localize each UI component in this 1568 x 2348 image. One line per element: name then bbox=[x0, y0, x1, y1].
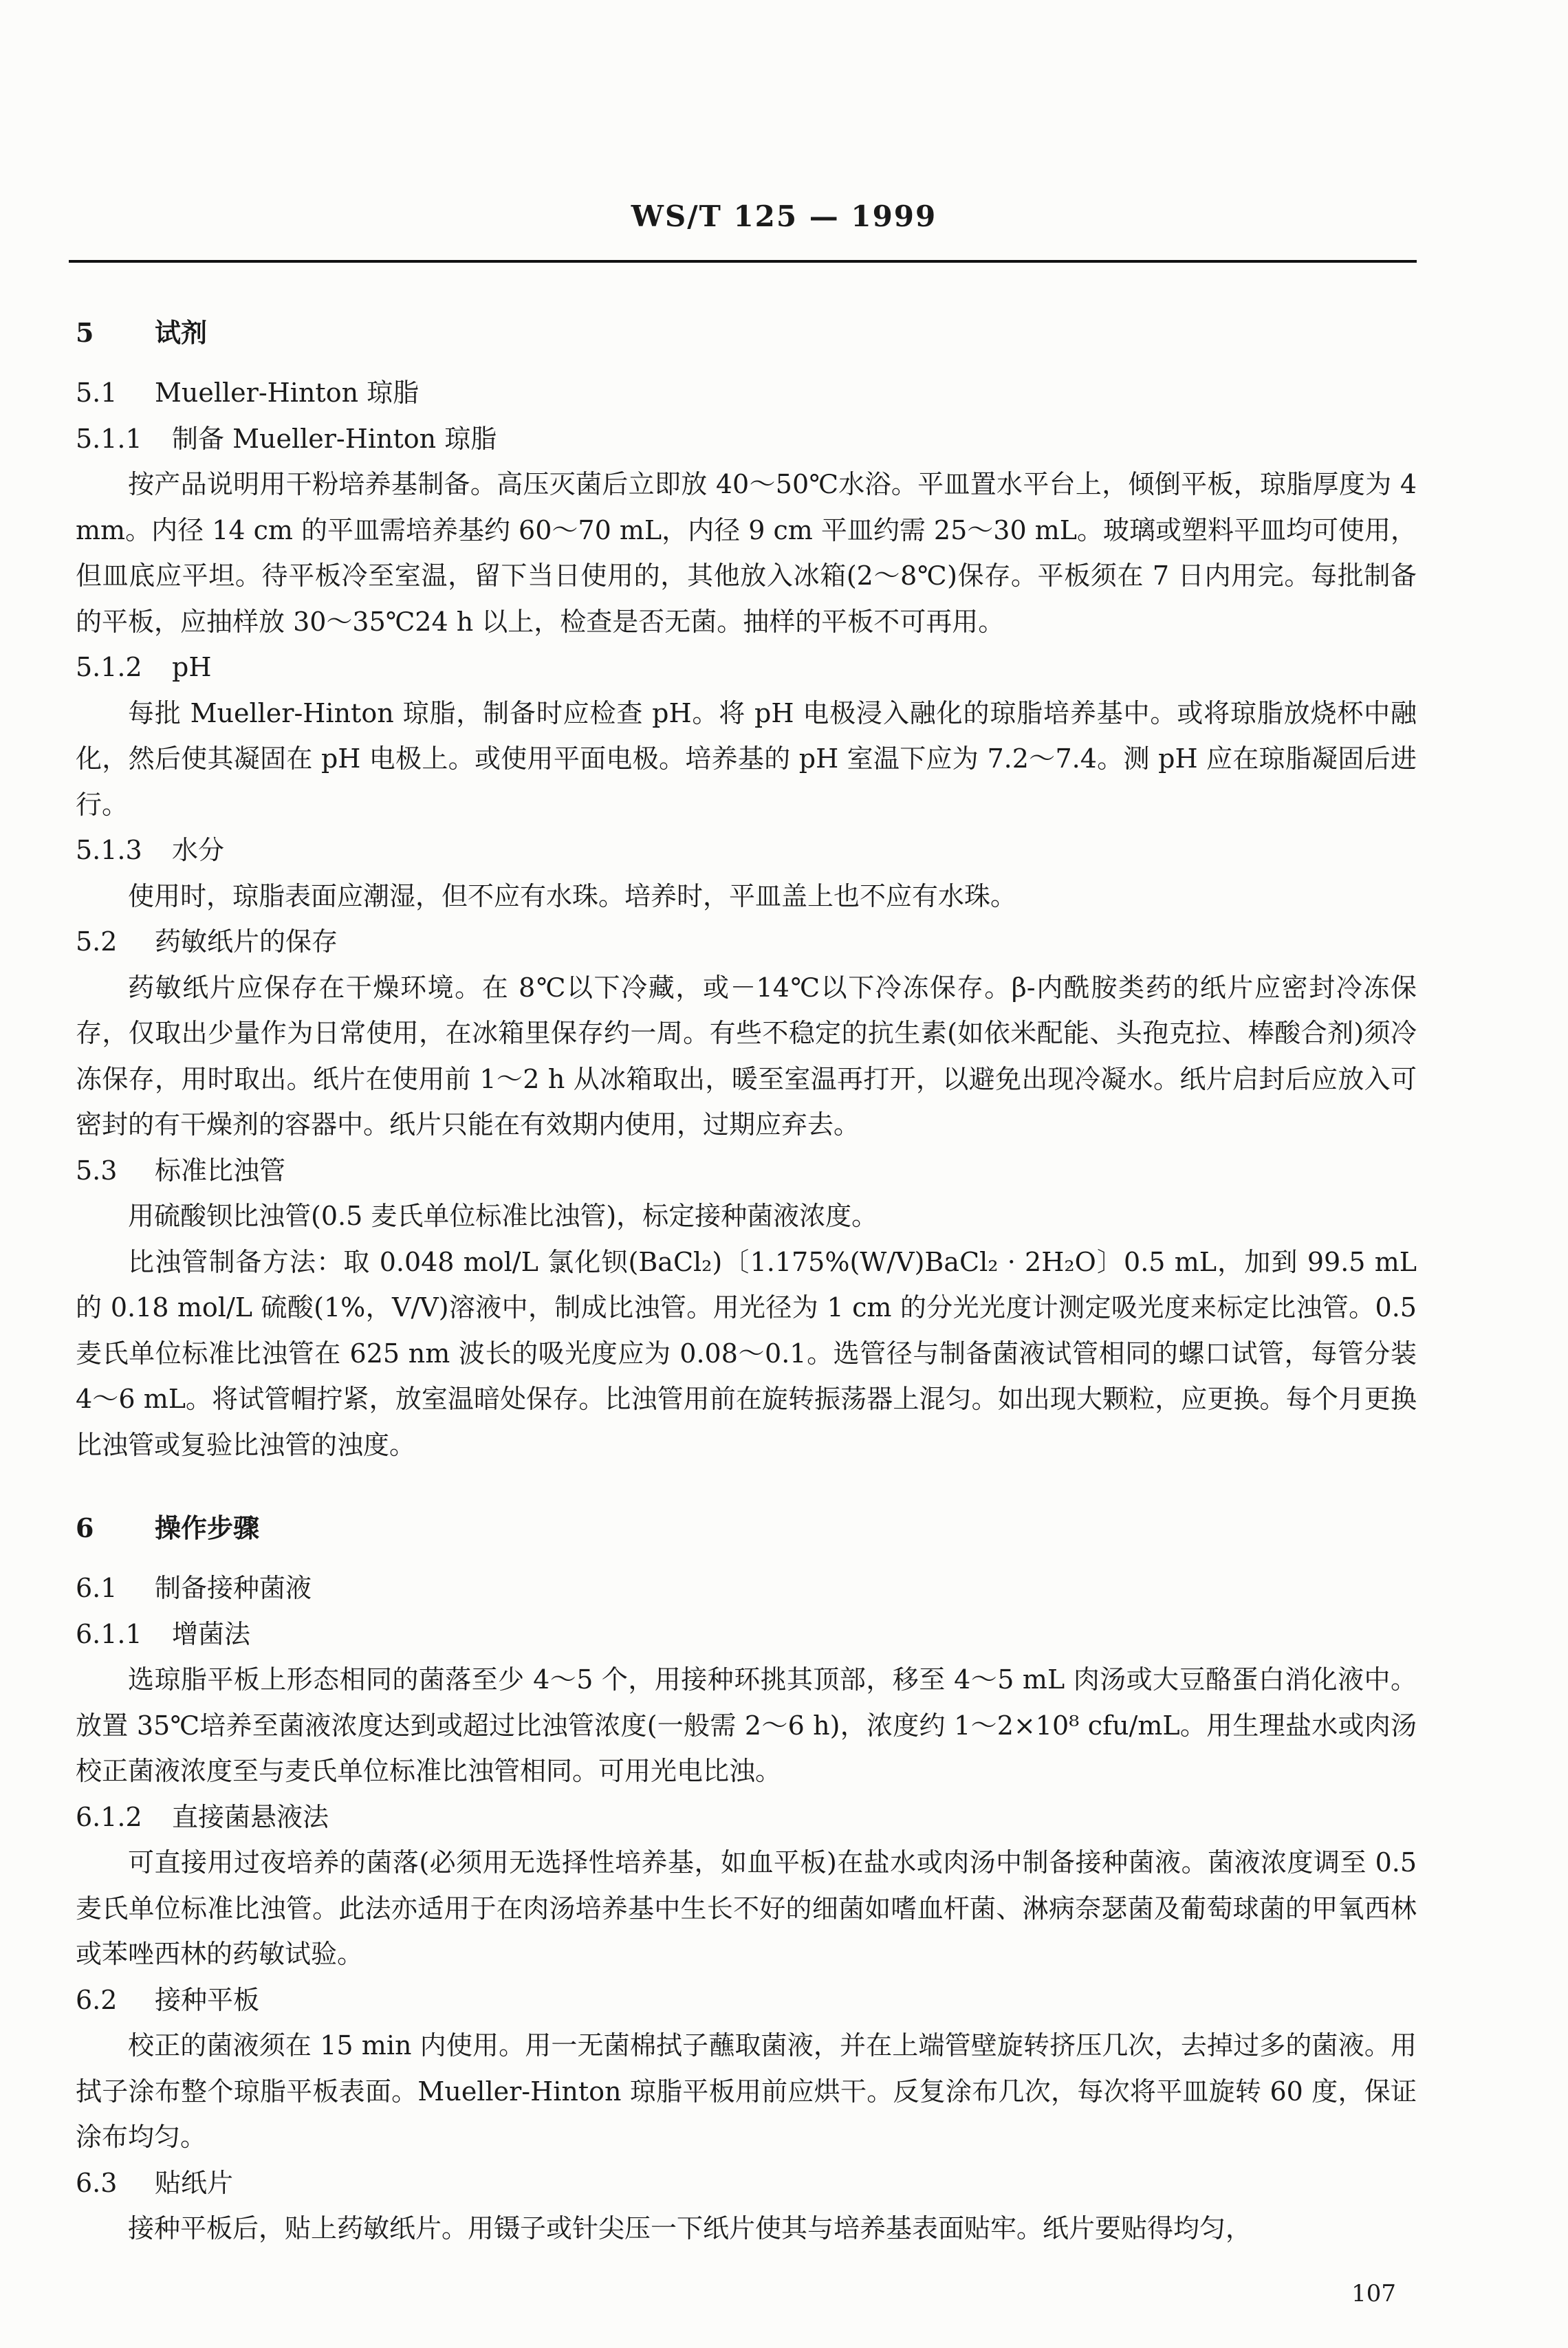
subsection-title: 增菌法 bbox=[172, 1618, 251, 1649]
subsection-number: 5.1.2 bbox=[76, 652, 142, 683]
subsection-title: 接种平板 bbox=[155, 1984, 260, 2015]
subsection-heading-5-1 bbox=[76, 370, 1417, 416]
subsection-title: 贴纸片 bbox=[155, 2167, 234, 2198]
section-number: 5 bbox=[76, 317, 94, 348]
subsection-number: 5.2 bbox=[76, 926, 118, 957]
subsection-heading-5-2 bbox=[76, 919, 1417, 965]
subsection-title: 药敏纸片的保存 bbox=[155, 926, 338, 957]
subsection-heading-6-1 bbox=[76, 1565, 1417, 1611]
subsection-title: 标准比浊管 bbox=[155, 1155, 286, 1186]
document-header: WS/T 125 — 1999 bbox=[631, 199, 937, 233]
subsection-heading-6-1-2 bbox=[76, 1794, 1417, 1840]
paragraph-6-3: 接种平板后，贴上药敏纸片。用镊子或针尖压一下纸片使其与培养基表面贴牢。纸片要贴得均匀， bbox=[128, 2213, 1252, 2244]
subsection-number: 6.1.2 bbox=[76, 1801, 142, 1832]
paragraph-5-3-b: 比浊管制备方法：取 0.048 mol/L 氯化钡(BaCl₂)〔1.175%(W/V)BaCl₂ · 2H₂O〕0.5 mL，加到 99.5 mL的 0.18 mol/L 硫酸(1%，V/V)溶液中，制成比浊管。用光径为 1 cm 的分光光度计测定吸光度来标定比浊管。0.5 麦氏单位标准比浊管在 625 nm 波长的吸光度应为 0.08～0.1。选管径与制备菌液试管相同的螺口试管，每管分装 4～6 mL。将试管帽拧紧，放室温暗处保存。比浊管用前在旋转振荡器上混匀。如出现大颗粒，应更换。每个月更换比浊管或复验比浊管的浊度。 bbox=[76, 1246, 1417, 1460]
subsection-title: 直接菌悬液法 bbox=[172, 1801, 329, 1832]
header-rule bbox=[69, 260, 1417, 263]
page-number: 107 bbox=[1351, 2280, 1396, 2307]
subsection-title: 制备 Mueller-Hinton 琼脂 bbox=[172, 423, 497, 454]
section-title: 操作步骤 bbox=[155, 1512, 260, 1544]
subsection-heading-6-1-1 bbox=[76, 1611, 1417, 1657]
paragraph-6-2: 校正的菌液须在 15 min 内使用。用一无菌棉拭子蘸取菌液，并在上端管壁旋转挤压几次，去掉过多的菌液。用拭子涂布整个琼脂平板表面。Mueller-Hinton 琼脂平板用前应烘干。反复涂布几次，每次将平皿旋转 60 度，保证涂布均匀。 bbox=[76, 2030, 1417, 2153]
subsection-heading-5-1-3 bbox=[76, 827, 1417, 873]
subsection-number: 5.1.1 bbox=[76, 423, 142, 454]
document-body bbox=[76, 296, 1417, 2252]
subsection-number: 6.3 bbox=[76, 2167, 118, 2198]
section-title: 试剂 bbox=[155, 317, 208, 348]
subsection-heading-6-3 bbox=[76, 2160, 1417, 2206]
subsection-heading-5-3 bbox=[76, 1148, 1417, 1194]
paragraph-6-1-1: 选琼脂平板上形态相同的菌落至少 4～5 个，用接种环挑其顶部，移至 4～5 mL 肉汤或大豆酪蛋白消化液中。放置 35℃培养至菌液浓度达到或超过比浊管浓度(一般需 2～6 h)，浓度约 1～2×10⁸ cfu/mL。用生理盐水或肉汤校正菌液浓度至与麦氏单位标准比浊管相同。可用光电比浊。 bbox=[76, 1664, 1417, 1787]
subsection-title: Mueller-Hinton 琼脂 bbox=[155, 378, 420, 409]
paragraph-5-2: 药敏纸片应保存在干燥环境。在 8℃以下冷藏，或－14℃以下冷冻保存。β-内酰胺类药的纸片应密封冷冻保存，仅取出少量作为日常使用，在冰箱里保存约一周。有些不稳定的抗生素(如依米配能、头孢克拉、棒酸合剂)须冷冻保存，用时取出。纸片在使用前 1～2 h 从冰箱取出，暖至室温再打开，以避免出现冷凝水。纸片启封后应放入可密封的有干燥剂的容器中。纸片只能在有效期内使用，过期应弃去。 bbox=[76, 972, 1417, 1140]
subsection-number: 6.2 bbox=[76, 1984, 118, 2015]
section-heading-6 bbox=[76, 1503, 1417, 1553]
subsection-heading-5-1-1 bbox=[76, 416, 1417, 462]
subsection-number: 6.1.1 bbox=[76, 1618, 142, 1649]
paragraph-6-1-2: 可直接用过夜培养的菌落(必须用无选择性培养基，如血平板)在盐水或肉汤中制备接种菌液。菌液浓度调至 0.5 麦氏单位标准比浊管。此法亦适用于在肉汤培养基中生长不好的细菌如嗜血杆菌、淋病奈瑟菌及葡萄球菌的甲氧西林或苯唑西林的药敏试验。 bbox=[76, 1847, 1417, 1970]
subsection-title: 水分 bbox=[172, 835, 225, 866]
subsection-title: pH bbox=[172, 652, 212, 683]
section-gap bbox=[76, 1468, 1417, 1491]
subsection-number: 5.1.3 bbox=[76, 835, 142, 866]
paragraph-5-3-a: 用硫酸钡比浊管(0.5 麦氏单位标准比浊管)，标定接种菌液浓度。 bbox=[128, 1201, 878, 1232]
section-number: 6 bbox=[76, 1512, 94, 1544]
paragraph-5-1-2: 每批 Mueller-Hinton 琼脂，制备时应检查 pH。将 pH 电极浸入融化的琼脂培养基中。或将琼脂放烧杯中融化，然后使其凝固在 pH 电极上。或使用平面电极。培养基的 pH 室温下应为 7.2～7.4。测 pH 应在琼脂凝固后进行。 bbox=[76, 697, 1417, 820]
subsection-heading-5-1-2 bbox=[76, 644, 1417, 691]
subsection-number: 5.1 bbox=[76, 378, 118, 409]
subsection-number: 6.1 bbox=[76, 1573, 118, 1604]
subsection-heading-6-2 bbox=[76, 1977, 1417, 2023]
subsection-number: 5.3 bbox=[76, 1155, 118, 1186]
subsection-title: 制备接种菌液 bbox=[155, 1573, 312, 1604]
section-heading-5 bbox=[76, 308, 1417, 358]
paragraph-5-1-1: 按产品说明用干粉培养基制备。高压灭菌后立即放 40～50℃水浴。平皿置水平台上，倾倒平板，琼脂厚度为 4 mm。内径 14 cm 的平皿需培养基约 60～70 mL，内径 9 cm 平皿约需 25～30 mL。玻璃或塑料平皿均可使用，但皿底应平坦。待平板冷至室温，留下当日使用的，其他放入冰箱(2～8℃)保存。平板须在 7 日内用完。每批制备的平板，应抽样放 30～35℃24 h 以上，检查是否无菌。抽样的平板不可再用。 bbox=[76, 469, 1417, 637]
paragraph-5-1-3: 使用时，琼脂表面应潮湿，但不应有水珠。培养时，平皿盖上也不应有水珠。 bbox=[128, 880, 1017, 911]
